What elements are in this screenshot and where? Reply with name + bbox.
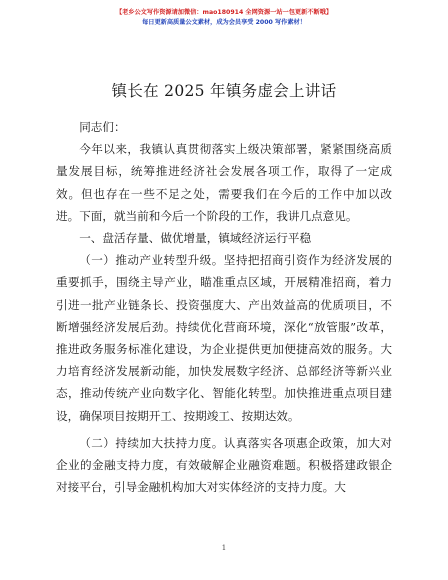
promo-banner (0, 8, 448, 28)
promo-banner-line-2: 每日更新高质量公文素材，成为会员享受 2000 写作素材！ (142, 19, 306, 26)
paragraph-intro: 今年以来，我镇认真贯彻落实上级决策部署，紧紧围绕高质量发展目标，统筹推进经济社会发展各项工作，取得了一定成效。但也存在一些不足之处，需要我们在今后的工作中加以改进。下面，就当前和今后一个阶段的工作，我讲几点意见。 (56, 142, 392, 223)
document-title: 镇长在 2025 年镇务虚会上讲话 (111, 82, 337, 100)
paragraph-subsection-2: （二）持续加大扶持力度。认真落实各项惠企政策，加大对企业的金融支持力度，有效破解企业融资难题。积极搭建政银企对接平台，引导金融机构加大对实体经济的支持力度。大 (56, 435, 392, 495)
page-number: 1 (221, 544, 227, 552)
paragraph-subsection-1: （一）推动产业转型升级。坚持把招商引资作为经济发展的重要抓手，围绕主导产业，瞄准重点区域，开展精准招商，着力引进一批产业链条长、投资强度大、产出效益高的优质项目，不断增强经济发展后劲。持续优化营商环境，深化“放管服”改革，推进政务服务标准化建设，为企业提供更加便捷高效的服务。大力培育经济发展新动能，加快发展数字经济、总部经济等新兴业态，推动传统产业向数字化、智能化转型。加快推进重点项目建设，确保项目按期开工、按期竣工、按期达效。 (56, 253, 392, 423)
document-body (56, 116, 392, 498)
promo-banner-line-1: 【老乡公文写作资源请加微信：mao180914 全网资源一站一包更新不断哦】 (115, 9, 333, 16)
greeting: 同志们： (79, 120, 126, 134)
section-heading-1: 一、盘活存量、做优增量，镇域经济运行平稳 (79, 231, 312, 246)
